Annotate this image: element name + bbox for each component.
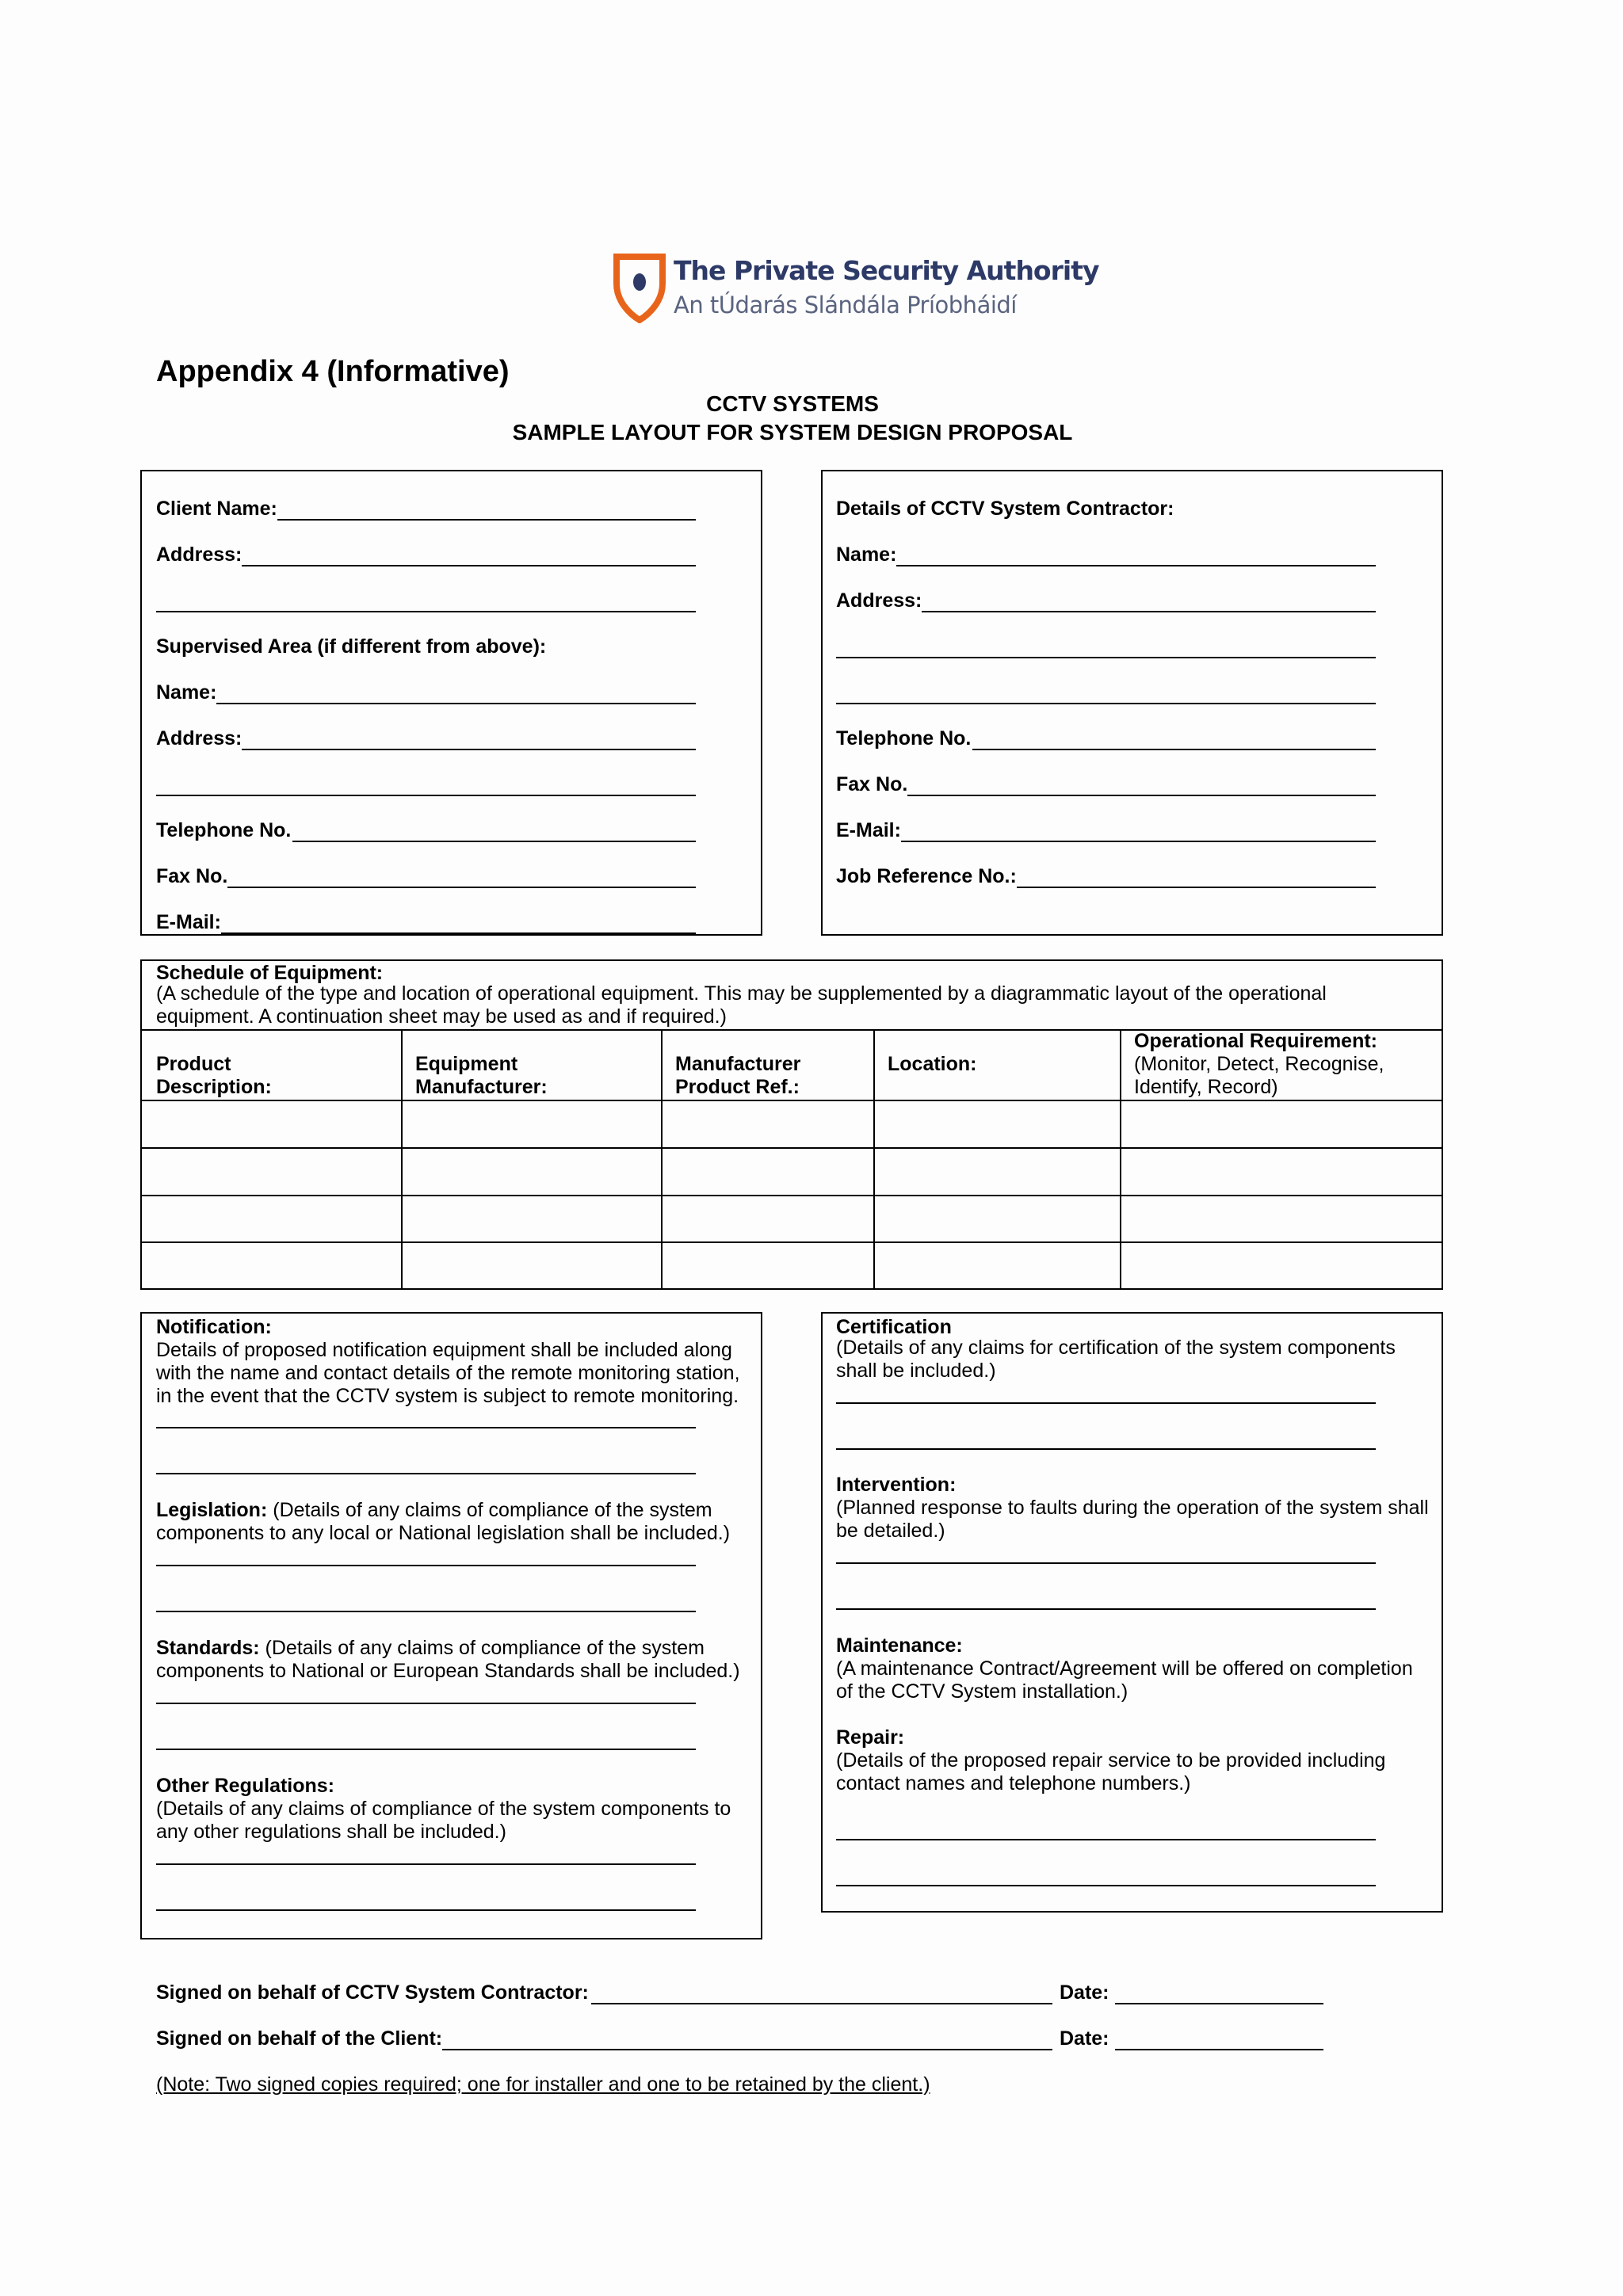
job-reference-field[interactable]	[1017, 887, 1376, 888]
certification-field-2[interactable]	[836, 1448, 1376, 1450]
appendix-heading: Appendix 4 (Informative)	[156, 355, 510, 388]
standards-field-2[interactable]	[156, 1749, 696, 1750]
doc-title: CCTV SYSTEMS	[706, 391, 879, 416]
org-name-irish: An tÚdarás Slándála Príobháidí	[674, 292, 1017, 318]
contractor-fax-label: Fax No.	[836, 773, 908, 795]
shield-icon	[612, 252, 667, 323]
client-date-label: Date:	[1060, 2027, 1109, 2050]
client-signature-label: Signed on behalf of the Client:	[156, 2027, 443, 2050]
other-regulations-text: (Details of any claims of compliance of the system components to any other regulations shall be included.)	[156, 1798, 731, 1843]
contractor-address-field[interactable]	[922, 611, 1376, 612]
client-email-field[interactable]	[221, 933, 696, 934]
client-fax-field[interactable]	[227, 887, 696, 888]
contractor-date-label: Date:	[1060, 1981, 1109, 2004]
repair-field[interactable]	[836, 1839, 1376, 1840]
notification-field[interactable]	[156, 1427, 696, 1428]
other-regulations-heading: Other Regulations:	[156, 1775, 335, 1797]
psa-logo	[612, 252, 1099, 323]
intervention-field[interactable]	[836, 1562, 1376, 1564]
client-telephone-label: Telephone No.	[156, 819, 292, 841]
job-reference-label: Job Reference No.:	[836, 865, 1017, 887]
client-name-field[interactable]	[277, 519, 696, 521]
client-address-field[interactable]	[242, 565, 696, 566]
contractor-name-label: Name:	[836, 543, 897, 566]
certification-field[interactable]	[836, 1402, 1376, 1404]
supervised-area-label: Supervised Area (if different from above):	[156, 635, 547, 658]
col-header-product: Product Description:	[156, 1053, 272, 1098]
repair-field-2[interactable]	[836, 1885, 1376, 1886]
intervention-text: (Planned response to faults during the operation of the system shall be detailed.)	[836, 1497, 1429, 1542]
standards-block: Standards: (Details of any claims of compliance of the system components to National or European Standards shall be included.)	[156, 1637, 740, 1682]
contractor-address-label: Address:	[836, 589, 922, 612]
client-address-field-2[interactable]	[156, 611, 696, 612]
client-telephone-field[interactable]	[292, 841, 696, 842]
supervised-name-label: Name:	[156, 681, 217, 704]
contractor-address-field-2[interactable]	[836, 657, 1376, 658]
notification-text: Details of proposed notification equipment shall be included along with the name and contact details of the remote monitoring station, in the event that the CCTV system is subject to remote monitoring.	[156, 1339, 740, 1407]
repair-heading: Repair:	[836, 1726, 905, 1749]
certification-heading: Certification	[836, 1316, 952, 1338]
contractor-name-field[interactable]	[896, 565, 1376, 566]
schedule-description: (A schedule of the type and location of operational equipment. This may be supplemented by a diagrammatic layout of the operational equipment. A continuation sheet may be used as and if required.)	[156, 982, 1327, 1028]
client-fax-label: Fax No.	[156, 865, 228, 887]
col-header-equipment-manufacturer: Equipment Manufacturer:	[415, 1053, 548, 1098]
col-header-manufacturer-ref: Manufacturer Product Ref.:	[675, 1053, 801, 1098]
contractor-address-field-3[interactable]	[836, 703, 1376, 704]
intervention-heading: Intervention:	[836, 1474, 957, 1496]
supervised-address-field[interactable]	[242, 749, 696, 750]
contractor-signature-field[interactable]	[591, 2003, 1052, 2004]
contractor-signature-label: Signed on behalf of CCTV System Contractor:	[156, 1981, 589, 2004]
intervention-field-2[interactable]	[836, 1608, 1376, 1610]
contractor-date-field[interactable]	[1115, 2003, 1323, 2004]
repair-text: (Details of the proposed repair service to be provided including contact names and telephone numbers.)	[836, 1749, 1386, 1794]
other-regulations-field[interactable]	[156, 1863, 696, 1865]
org-name: The Private Security Authority	[674, 255, 1099, 286]
legislation-field-2[interactable]	[156, 1611, 696, 1612]
other-regulations-field-2[interactable]	[156, 1909, 696, 1911]
supervised-address-field-2[interactable]	[156, 795, 696, 796]
contractor-heading: Details of CCTV System Contractor:	[836, 498, 1174, 520]
maintenance-text: (A maintenance Contract/Agreement will be offered on completion of the CCTV System installation.)	[836, 1657, 1413, 1703]
client-address-label: Address:	[156, 543, 242, 566]
standards-field[interactable]	[156, 1703, 696, 1704]
signature-note: (Note: Two signed copies required; one for installer and one to be retained by the client.)	[156, 2073, 930, 2096]
maintenance-heading: Maintenance:	[836, 1634, 963, 1657]
schedule-heading: Schedule of Equipment:	[156, 962, 384, 984]
client-date-field[interactable]	[1115, 2049, 1323, 2050]
supervised-address-label: Address:	[156, 727, 242, 749]
notification-field-2[interactable]	[156, 1473, 696, 1474]
client-name-label: Client Name:	[156, 498, 277, 520]
certification-text: (Details of any claims for certification of the system components shall be included.)	[836, 1337, 1396, 1382]
contractor-email-label: E-Mail:	[836, 819, 901, 841]
notification-heading: Notification:	[156, 1316, 272, 1338]
contractor-email-field[interactable]	[901, 841, 1376, 842]
contractor-telephone-label: Telephone No.	[836, 727, 972, 749]
legislation-field[interactable]	[156, 1565, 696, 1566]
col-header-operational-requirement: Operational Requirement: (Monitor, Detect, Recognise, Identify, Record)	[1134, 1030, 1384, 1098]
supervised-name-field[interactable]	[216, 703, 696, 704]
col-header-location: Location:	[888, 1053, 977, 1075]
doc-subtitle: SAMPLE LAYOUT FOR SYSTEM DESIGN PROPOSAL	[512, 420, 1073, 444]
contractor-fax-field[interactable]	[907, 795, 1376, 796]
client-email-label: E-Mail:	[156, 911, 221, 933]
equipment-entry-rows[interactable]	[142, 1101, 1442, 1288]
contractor-telephone-field[interactable]	[972, 749, 1376, 750]
legislation-block: Legislation: (Details of any claims of compliance of the system components to any local or National legislation shall be included.)	[156, 1499, 731, 1544]
client-signature-field[interactable]	[442, 2049, 1052, 2050]
